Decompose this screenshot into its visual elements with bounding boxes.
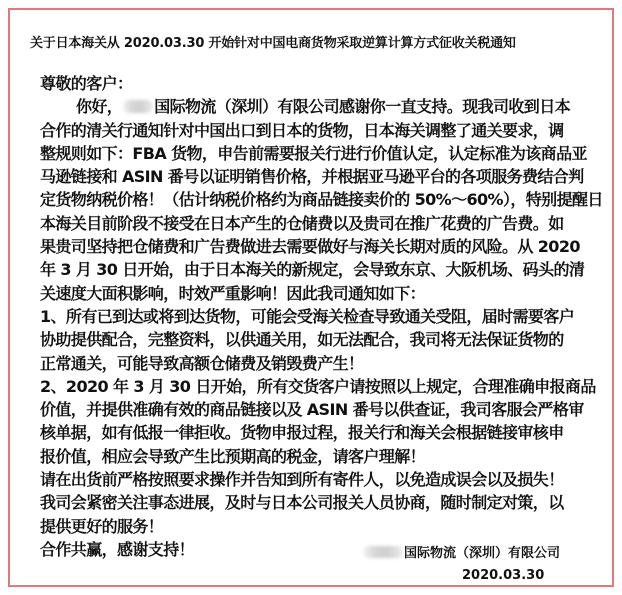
paragraph-line: 果贵司坚持把仓储费和广告费做进去需要做好与海关长期对质的风险。从 2020: [40, 237, 580, 257]
paragraph-line: 报价值，相应会导致产生比预期高的税金，请客户理解！: [40, 446, 426, 466]
notice-title: 关于日本海关从 2020.03.30 开始针对中国电商货物采取逆算计算方式征收关税通知: [30, 36, 516, 51]
paragraph-line: 提供更好的服务！: [40, 516, 164, 536]
paragraph-line: 本海关目前阶段不接受在日本产生的仓储费以及贵司在推广花费的广告费。如: [40, 213, 564, 233]
paragraph-line: 1、所有已到达或将到达货物，可能会受海关检查导致通关受阻，届时需要客户: [40, 306, 575, 326]
redacted-company-name-blur: [123, 100, 153, 113]
signature-date: 2020.03.30: [462, 568, 545, 583]
opening-text: 国际物流（深圳）有限公司感谢你一直支持。现我司收到日本: [154, 97, 571, 117]
paragraph-line: 合作共赢，感谢支持！: [40, 539, 195, 559]
paragraph-line: 2、2020 年 3 月 30 日开始，所有交货客户请按照以上规定，合理准确申报商品: [40, 376, 596, 396]
paragraph-line: 关速度大面积影响，时效严重影响！因此我司通知如下：: [40, 283, 426, 303]
paragraph-line: 请在出货前严格按照要求操作并告知到所有寄件人，以免造成误会以及损失！: [40, 470, 564, 490]
notice-body: [40, 72, 614, 561]
paragraph-line-opening: [40, 95, 614, 118]
signature-company: [362, 542, 612, 561]
greeting: 尊敬的客户：: [40, 74, 133, 93]
paragraph-line: 正常通关，可能导致高额仓储费及销毁费产生！: [40, 353, 364, 373]
signature-company-text: 国际物流（深圳）有限公司: [404, 546, 561, 561]
paragraph-line: 马逊链接和 ASIN 番号以证明销售价格，并根据亚马逊平台的各项服务费结合判: [40, 167, 584, 187]
paragraph-line: 协助提供配合，完整资料，以供通关用，如无法配合，我司将无法保证货物的: [40, 330, 564, 350]
paragraph-line: 价值，并提供准确有效的商品链接以及 ASIN 番号以供查证，我司客服会严格审: [40, 400, 584, 420]
notice-frame: [8, 8, 614, 587]
redacted-signature-blur: [363, 546, 403, 558]
paragraph-line: 整规则如下：FBA 货物，申告前需要报关行进行价值认定，认定标准为该商品亚: [40, 143, 587, 163]
paragraph-line: 定货物纳税价格！（估计纳税价格约为商品链接卖价的 50%～60%），特别提醒日: [40, 190, 603, 210]
paragraph-line: 我司会紧密关注事态进展，及时与日本公司报关人员协商，随时制定对策，以: [40, 493, 564, 513]
paragraph-line: 合作的清关行通知针对中国出口到日本的货物，日本海关调整了通关要求，调: [40, 120, 564, 140]
greeting-hello: 你好，: [76, 97, 123, 117]
paragraph-line: 年 3 月 30 日开始，由于日本海关的新规定，会导致东京、大阪机场、码头的清: [40, 260, 585, 280]
paragraph-line: 核单据，如有低报一律拒收。货物申报过程，报关行和海关会根据链接审核申: [40, 423, 564, 443]
